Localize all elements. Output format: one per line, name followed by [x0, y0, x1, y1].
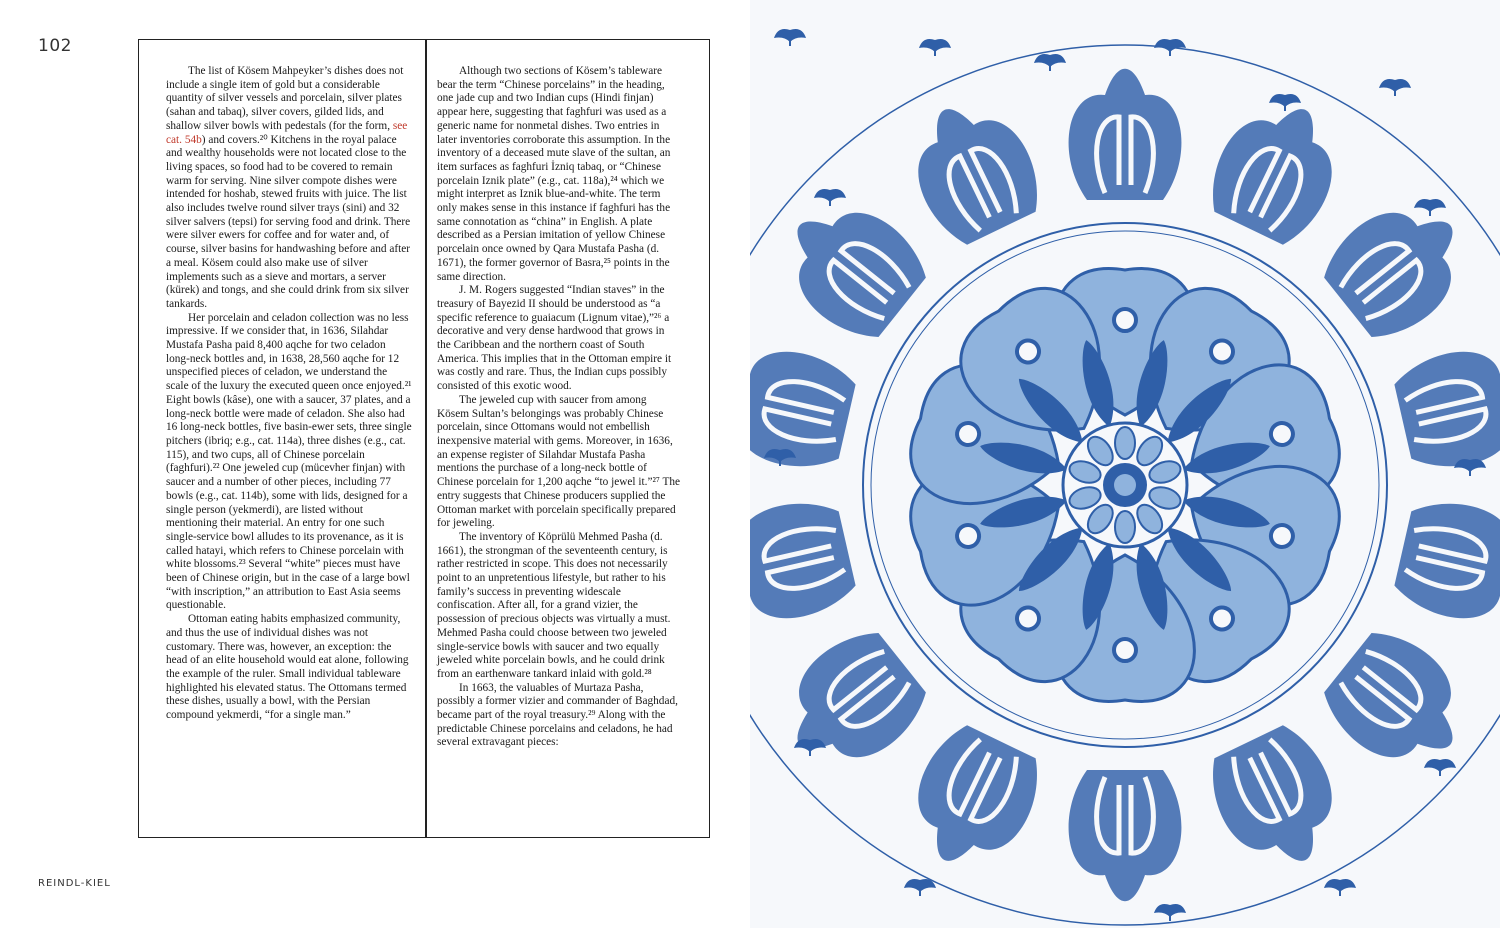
page-number: 102: [38, 36, 72, 56]
iznik-dish-image: [750, 0, 1500, 928]
running-foot: REINDL-KIEL: [38, 878, 111, 889]
center-petal: [1115, 427, 1135, 459]
text-column-2: [437, 65, 681, 750]
paragraph: [166, 65, 412, 312]
paragraph: Her porcelain and celadon collection was no less impressive. If we consider that, in 1636, Silahdar Mustafa Pasha paid 8,400 aqche for two celadon long-neck bottles and, in 1638, 28,560 aqche for 12 unspecified pieces of celadon, we understand the scale of the luxury the executed queen once enjoyed.²¹ Eight bowls (kâse), one with a saucer, 37 plates, and a long-neck bottle were made of celadon. She also had 16 long-neck bottles, five basin-ewer sets, three single pitchers (ibriq; e.g., cat. 114a), three dishes (e.g., cat. 115), and two cups, all of Chinese porcelain (faghfuri).²² One jeweled cup (mücevher finjan) with saucer and a number of other pieces, including 77 bowls (e.g., cat. 114b), some with lids, designed for a single person (yekmerdi), are listed without mentioning their material. An entry for one such single-service bowl alludes to its provenance, as it is called hatayi, which refers to Chinese porcelain with white blossoms.²³ Several “white” pieces must have been of Chinese origin, but in the case of a large bowl “with inscription,” an attribution to East Asia seems questionable.: [166, 311, 412, 612]
center-petal: [1115, 511, 1135, 543]
paragraph: In 1663, the valuables of Murtaza Pasha, possibly a former vizier and commander of Baghdad, became part of the royal treasury.²⁹ Along with the predictable Chinese porcelains and celadons, he had several extravagant pieces:: [437, 681, 678, 749]
paragraph-text: ) and covers.²⁰ Kitchens in the royal palace and wealthy households were not located close to the living spaces, so food had to be covered to remain warm for serving. Nine silver compote dishes were intended for hoshab, stewed fruits with juice. The list also includes twelve round silver trays (sini) and 32 silver salvers (tepsi) for serving food and drink. There were silver ewers for coffee and for water and, of course, silver basins for handwashing before and after a meal. Kösem could also make use of silver implements such as a sieve and mortars, a server (kürek) and tongs, and she could drink from six silver tankards.: [166, 133, 411, 310]
paragraph-text: The list of Kösem Mahpeyker’s dishes does not include a single item of gold but a considerable quantity of silver vessels and porcelain, silver plates (sahan and tabaq), silver covers, gilded lids, and shallow silver bowls with pedestals (for the form,: [166, 65, 404, 132]
column-divider: [425, 40, 427, 837]
paragraph: J. M. Rogers suggested “Indian staves” in the treasury of Bayezid II should be understood as “a specific reference to guaiacum (Lignum vitae),”²⁶ a decorative and very dense hardwood that grows in the Caribbean and the northern coast of South America. This implies that in the Ottoman empire it was costly and rare. Thus, the Indian cups possibly consisted of this exotic wood.: [437, 284, 672, 393]
text-frame: [138, 39, 710, 838]
cross-reference-link[interactable]: see cat. 54b: [166, 119, 408, 146]
paragraph: Although two sections of Kösem’s tableware bear the term “Chinese porcelains” in the heading, one jade cup and two Indian cups (Hindi finjan) appear here, suggesting that faghfuri was used as a generic name for nonmetal dishes. Two entries in later inventories corroborate this assumption. In the inventory of a deceased mute slave of the sultan, an item surfaces as faghfuri İzniq tabaq, or “Chinese porcelain Iznik plate” (e.g., cat. 118a),²⁴ which we might interpret as Iznik blue-and-white. The term only makes sense in this instance if faghfuri has the same connotation as “china” in English. A plate described as a Persian imitation of yellow Chinese porcelain once owned by Qara Mustafa Pasha (d. 1671), the former governor of Basra,²⁵ points in the same direction.: [437, 65, 671, 283]
paragraph: The jeweled cup with saucer from among Kösem Sultan’s belongings was probably Chinese porcelain, since Ottomans would not embellish inexpensive material with gems. Moreover, in 1636, an expense register of Silahdar Mustafa Pasha mentions the purchase of a long-neck bottle of Chinese porcelain for 1,200 aqche “to jewel it.”²⁷ The entry suggests that Chinese producers supplied the Ottoman market with porcelain specifically prepared for jeweling.: [437, 393, 681, 530]
paragraph: The inventory of Köprülü Mehmed Pasha (d. 1661), the strongman of the seventeenth century, is rather restricted in scope. This does not necessarily point to an unpretentious lifestyle, but rather to his family’s success in preventing widescale confiscation. After all, for a grand vizier, the possession of precious objects was virtually a must. Mehmed Pasha could choose between two jeweled single-service bowls with saucer and two equally jeweled white porcelain bowls, and he could drink from an earthenware tankard inlaid with gold.²⁸: [437, 530, 671, 680]
text-column-1: [166, 65, 412, 723]
petal-eye: [1114, 309, 1136, 331]
dish-photograph: [750, 0, 1500, 928]
petal-eye: [1114, 639, 1136, 661]
paragraph: Ottoman eating habits emphasized community, and thus the use of individual dishes was not customary. There was, however, an exception: the head of an elite household would eat alone, following the example of the ruler. Small individual tableware highlighted his elevated status. The Ottomans termed these dishes, usually a bowl, with the Persian compound yekmerdi, “for a single man.”: [166, 613, 409, 722]
center-dot: [1114, 474, 1136, 496]
